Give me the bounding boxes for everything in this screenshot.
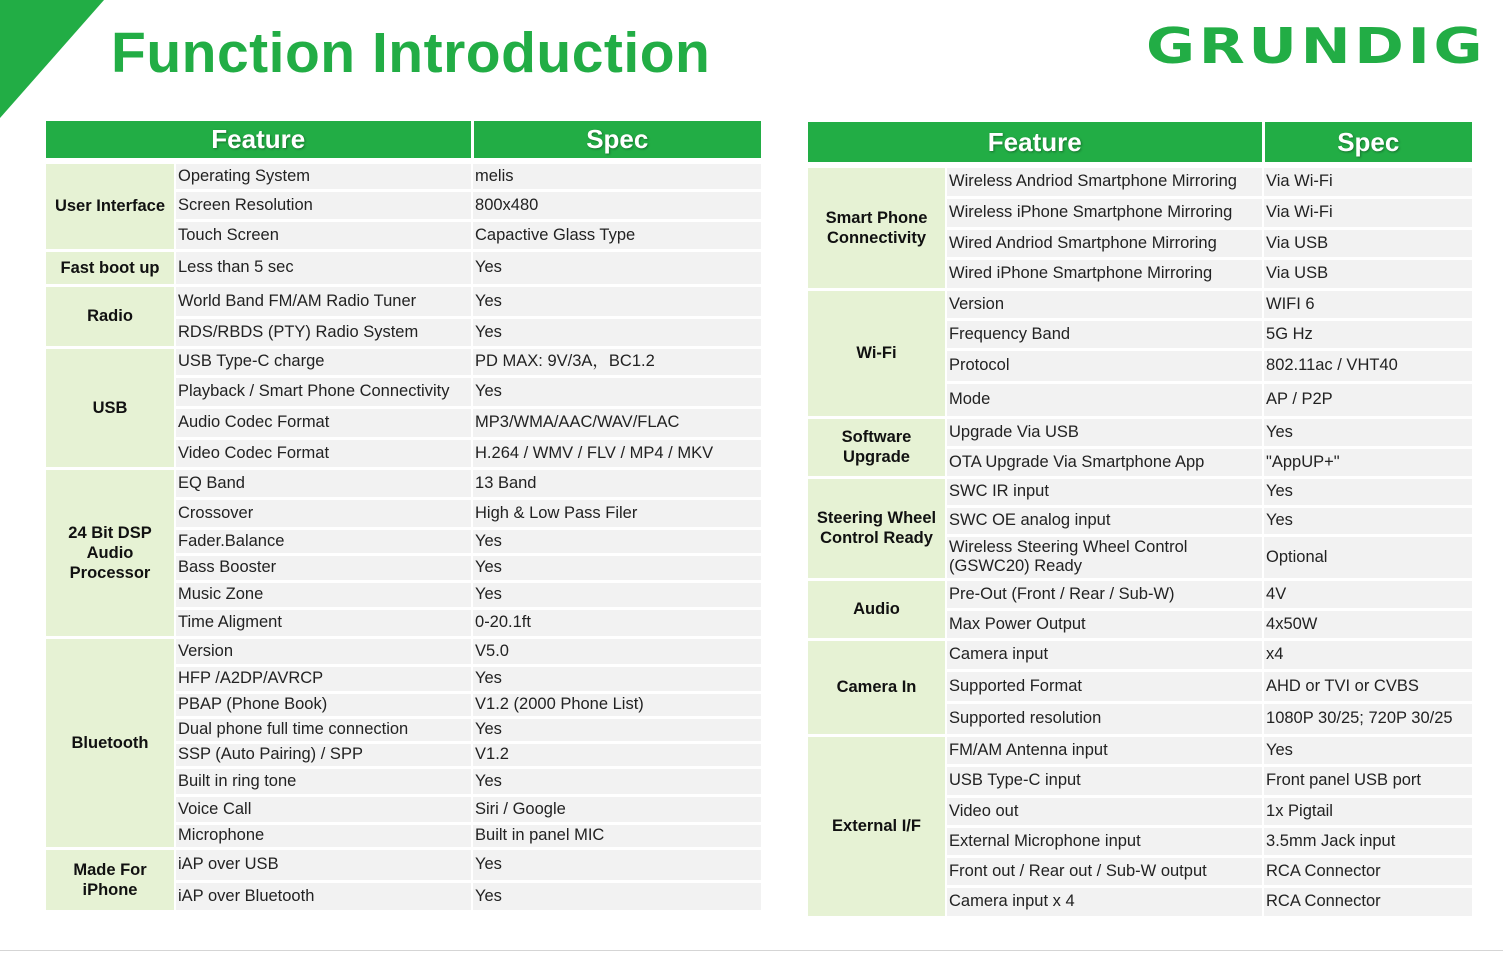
group-label: 24 Bit DSP Audio Processor [46, 468, 175, 637]
table-row [46, 347, 761, 376]
feature-cell: Music Zone [175, 581, 472, 608]
feature-cell: Wireless iPhone Smartphone Mirroring [946, 197, 1263, 228]
table-row [808, 417, 1472, 447]
table-row [808, 735, 1472, 765]
table-row [808, 579, 1472, 609]
feature-cell: Front out / Rear out / Sub-W output [946, 856, 1263, 886]
feature-cell: Version [175, 637, 472, 665]
feature-cell: Video Codec Format [175, 438, 472, 468]
spec-cell: 802.11ac / VHT40 [1263, 349, 1472, 382]
feature-cell: Audio Codec Format [175, 407, 472, 438]
feature-cell: OTA Upgrade Via Smartphone App [946, 447, 1263, 477]
spec-cell: Via Wi-Fi [1263, 197, 1472, 228]
feature-cell: Screen Resolution [175, 190, 472, 220]
feature-cell: Frequency Band [946, 319, 1263, 349]
spec-cell: 3.5mm Jack input [1263, 826, 1472, 856]
spec-cell: x4 [1263, 639, 1472, 670]
spec-cell: Yes [472, 285, 761, 317]
feature-cell: Camera input [946, 639, 1263, 670]
spec-cell: Yes [1263, 477, 1472, 506]
spec-cell: Capactive Glass Type [472, 220, 761, 250]
header-feature: Feature [46, 121, 472, 161]
group-label: Made For iPhone [46, 848, 175, 911]
feature-cell: Camera input x 4 [946, 886, 1263, 917]
feature-cell: SWC IR input [946, 477, 1263, 506]
footer-divider [0, 950, 1503, 951]
spec-cell: PD MAX: 9V/3A，BC1.2 [472, 347, 761, 376]
table-row [46, 285, 761, 317]
feature-cell: Protocol [946, 349, 1263, 382]
spec-cell: 5G Hz [1263, 319, 1472, 349]
spec-cell: H.264 / WMV / FLV / MP4 / MKV [472, 438, 761, 468]
feature-cell: Playback / Smart Phone Connectivity [175, 376, 472, 407]
spec-cell: 0-20.1ft [472, 608, 761, 637]
spec-cell: Yes [472, 376, 761, 407]
feature-cell: External Microphone input [946, 826, 1263, 856]
spec-cell: Yes [472, 554, 761, 581]
feature-cell: Upgrade Via USB [946, 417, 1263, 447]
table-row [808, 477, 1472, 506]
feature-cell: PBAP (Phone Book) [175, 692, 472, 717]
table-row [46, 250, 761, 285]
feature-cell: Mode [946, 382, 1263, 417]
spec-cell: V5.0 [472, 637, 761, 665]
feature-cell: Wireless Steering Wheel Control (GSWC20) Ready [946, 535, 1263, 579]
spec-cell: Yes [472, 717, 761, 742]
spec-cell: Yes [472, 881, 761, 911]
feature-cell: Built in ring tone [175, 767, 472, 795]
feature-cell: Time Aligment [175, 608, 472, 637]
group-label: Fast boot up [46, 250, 175, 285]
spec-cell: Yes [472, 317, 761, 347]
spec-cell: Via USB [1263, 228, 1472, 258]
group-label: Bluetooth [46, 637, 175, 848]
spec-cell: Yes [472, 665, 761, 692]
spec-cell: 4x50W [1263, 609, 1472, 639]
page-title: Function Introduction [111, 21, 711, 85]
spec-cell: AP / P2P [1263, 382, 1472, 417]
feature-cell: Microphone [175, 823, 472, 848]
group-label: External I/F [808, 735, 946, 917]
group-label: User Interface [46, 161, 175, 250]
spec-cell: Yes [472, 250, 761, 285]
spec-cell: Yes [472, 767, 761, 795]
table-row [46, 468, 761, 498]
spec-cell: V1.2 [472, 742, 761, 767]
feature-cell: Bass Booster [175, 554, 472, 581]
table-row [46, 637, 761, 665]
spec-cell: 1080P 30/25; 720P 30/25 [1263, 702, 1472, 735]
spec-cell: Via Wi-Fi [1263, 165, 1472, 197]
feature-cell: Wired iPhone Smartphone Mirroring [946, 258, 1263, 289]
group-label: Software Upgrade [808, 417, 946, 477]
spec-cell: Yes [1263, 735, 1472, 765]
spec-cell: Yes [1263, 506, 1472, 535]
spec-cell: Yes [1263, 417, 1472, 447]
spec-cell: Front panel USB port [1263, 765, 1472, 796]
feature-cell: EQ Band [175, 468, 472, 498]
feature-cell: Video out [946, 796, 1263, 826]
feature-cell: Pre-Out (Front / Rear / Sub-W) [946, 579, 1263, 609]
feature-cell: SSP (Auto Pairing) / SPP [175, 742, 472, 767]
brand-logo: GRUNDIG [1146, 18, 1487, 75]
right-spec-table [808, 122, 1472, 919]
feature-cell: iAP over USB [175, 848, 472, 881]
spec-cell: RCA Connector [1263, 856, 1472, 886]
group-label: Audio [808, 579, 946, 639]
feature-cell: Less than 5 sec [175, 250, 472, 285]
feature-cell: Voice Call [175, 795, 472, 823]
spec-cell: Yes [472, 581, 761, 608]
group-label: Smart Phone Connectivity [808, 165, 946, 289]
table-row [46, 848, 761, 881]
header-feature: Feature [808, 122, 1263, 165]
feature-cell: Dual phone full time connection [175, 717, 472, 742]
spec-cell: 800x480 [472, 190, 761, 220]
feature-cell: Supported resolution [946, 702, 1263, 735]
feature-cell: RDS/RBDS (PTY) Radio System [175, 317, 472, 347]
spec-cell: RCA Connector [1263, 886, 1472, 917]
feature-cell: Operating System [175, 161, 472, 190]
feature-cell: USB Type-C charge [175, 347, 472, 376]
spec-cell: V1.2 (2000 Phone List) [472, 692, 761, 717]
corner-accent-triangle [0, 0, 104, 118]
group-label: USB [46, 347, 175, 468]
feature-cell: Version [946, 289, 1263, 319]
left-spec-table [46, 121, 761, 913]
table-row [808, 639, 1472, 670]
feature-cell: Fader.Balance [175, 528, 472, 554]
spec-cell: "AppUP+" [1263, 447, 1472, 477]
feature-cell: Touch Screen [175, 220, 472, 250]
feature-cell: Supported Format [946, 670, 1263, 702]
spec-cell: Siri / Google [472, 795, 761, 823]
group-label: Steering Wheel Control Ready [808, 477, 946, 579]
spec-cell: melis [472, 161, 761, 190]
spec-cell: WIFI 6 [1263, 289, 1472, 319]
spec-cell: Built in panel MIC [472, 823, 761, 848]
table-row [46, 161, 761, 190]
feature-cell: Wired Andriod Smartphone Mirroring [946, 228, 1263, 258]
header-spec: Spec [472, 121, 761, 161]
feature-cell: FM/AM Antenna input [946, 735, 1263, 765]
feature-cell: USB Type-C input [946, 765, 1263, 796]
table-row [808, 289, 1472, 319]
feature-cell: World Band FM/AM Radio Tuner [175, 285, 472, 317]
spec-cell: AHD or TVI or CVBS [1263, 670, 1472, 702]
spec-cell: Yes [472, 528, 761, 554]
feature-cell: HFP /A2DP/AVRCP [175, 665, 472, 692]
feature-cell: iAP over Bluetooth [175, 881, 472, 911]
group-label: Radio [46, 285, 175, 347]
spec-cell: MP3/WMA/AAC/WAV/FLAC [472, 407, 761, 438]
spec-cell: 4V [1263, 579, 1472, 609]
spec-cell: High & Low Pass Filer [472, 498, 761, 528]
group-label: Wi-Fi [808, 289, 946, 417]
spec-cell: Via USB [1263, 258, 1472, 289]
table-row [808, 165, 1472, 197]
header-spec: Spec [1263, 122, 1472, 165]
group-label: Camera In [808, 639, 946, 735]
spec-cell: 1x Pigtail [1263, 796, 1472, 826]
feature-cell: Crossover [175, 498, 472, 528]
spec-cell: Yes [472, 848, 761, 881]
spec-cell: 13 Band [472, 468, 761, 498]
feature-cell: Wireless Andriod Smartphone Mirroring [946, 165, 1263, 197]
feature-cell: Max Power Output [946, 609, 1263, 639]
feature-cell: SWC OE analog input [946, 506, 1263, 535]
spec-cell: Optional [1263, 535, 1472, 579]
